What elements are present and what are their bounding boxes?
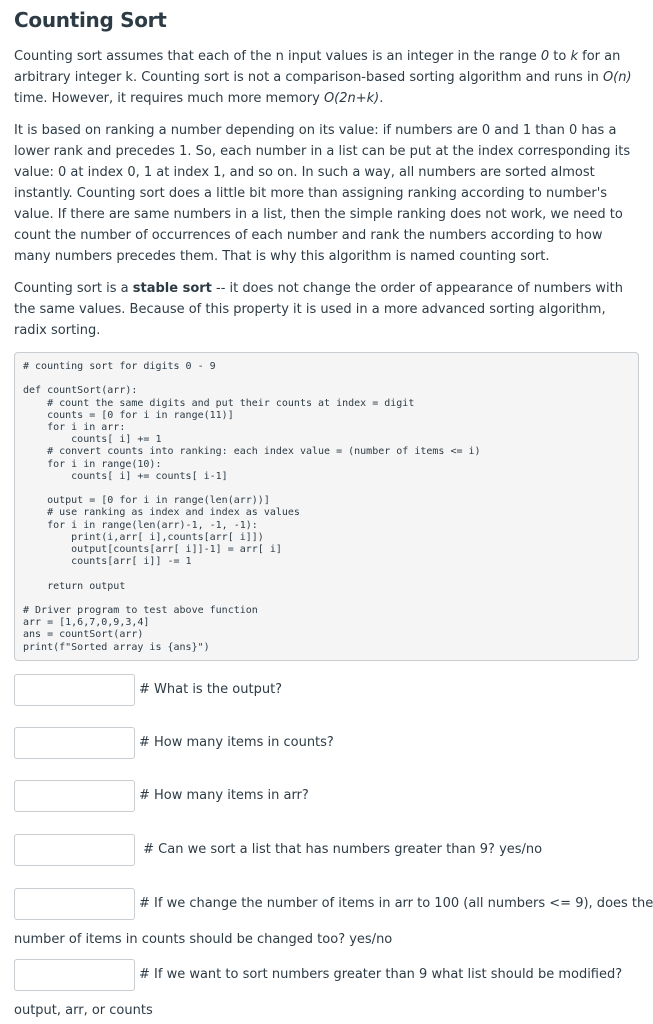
bold-term: stable sort (132, 281, 212, 296)
text: to (549, 49, 571, 64)
question-text: # How many items in counts? (139, 735, 334, 751)
text: Counting sort assumes that each of the n input values is an integer in the range (14, 49, 541, 64)
answer-input-change-counts[interactable] (14, 888, 135, 920)
text: -- it does not change the order of appearance of numbers with the same values. Because of this property it is used in a more advanced sorting algorithm, radix sorting. (14, 281, 623, 338)
math-zero: 0 (540, 49, 550, 64)
answer-input-list-modified[interactable] (14, 959, 135, 991)
stable-sort-paragraph (14, 278, 639, 341)
page-title: Counting Sort (14, 8, 167, 32)
math-k: k (570, 49, 579, 64)
answer-input-output[interactable] (14, 674, 135, 706)
code-block: # counting sort for digits 0 - 9 def countSort(arr): # count the same digits and put their counts at index = digit counts = [0 for i in range(11)] for i in arr: counts[ i] += 1 # convert counts into ranking: each index value = (number of items <= i) for i in range(10): counts[ i] += counts[ i-1] output = [0 for i in range(len(arr))] # use ranking as index and index as values for i in range(len(arr)-1, -1, -1): print(i,arr[ i],counts[arr[ i]]) output[counts[arr[ i]]-1] = arr[ i] counts[arr[ i]] -= 1 return output # Driver program to test above function arr = [1,6,7,0,9,3,4] ans = countSort(arr) print(f"Sorted array is {ans}") (14, 352, 639, 661)
question-row (14, 673, 639, 707)
question-list (14, 673, 653, 1018)
question-text: # Can we sort a list that has numbers greater than 9? yes/no (139, 842, 543, 858)
answer-input-greater-than-9[interactable] (14, 834, 135, 866)
question-row (14, 887, 653, 921)
question-text-continued: output, arr, or counts (14, 1002, 153, 1018)
text: for an arbitrary integer k. Counting sort is not a comparison-based sorting algorithm and runs in (14, 49, 621, 85)
text: Counting sort is a (14, 281, 133, 296)
text: time. However, it requires much more memory (14, 91, 324, 106)
question-row (14, 833, 639, 867)
question-row (14, 958, 639, 992)
question-text: # What is the output? (139, 682, 283, 698)
math-complexity-memory: O(2n+k) (323, 91, 380, 106)
question-text-continued: number of items in counts should be changed too? yes/no (14, 931, 393, 947)
answer-input-counts-items[interactable] (14, 727, 135, 759)
answer-input-arr-items[interactable] (14, 780, 135, 812)
text: . (379, 91, 384, 106)
question-text: # If we change the number of items in arr to 100 (all numbers <= 9), does the (139, 896, 653, 912)
intro-paragraph (14, 46, 639, 109)
question-row (14, 779, 639, 813)
question-text: # How many items in arr? (139, 788, 309, 804)
ranking-paragraph: It is based on ranking a number depending on its value: if numbers are 0 and 1 than 0 has a lower rank and precedes 1. So, each number in a list can be put at the index corresponding its value: 0 at index 0, 1 at index 1, and so on. In such a way, all numbers are sorted almost instantly. Counting sort does a little bit more than assigning ranking according to number's value. If there are same numbers in a list, then the simple ranking does not work, we need to count the number of occurrences of each number and rank the numbers according to how many numbers precedes them. That is why this algorithm is named counting sort. (14, 123, 631, 264)
question-text: # If we want to sort numbers greater than 9 what list should be modified? (139, 967, 623, 983)
question-row (14, 726, 639, 760)
math-complexity-time: O(n) (602, 70, 632, 85)
